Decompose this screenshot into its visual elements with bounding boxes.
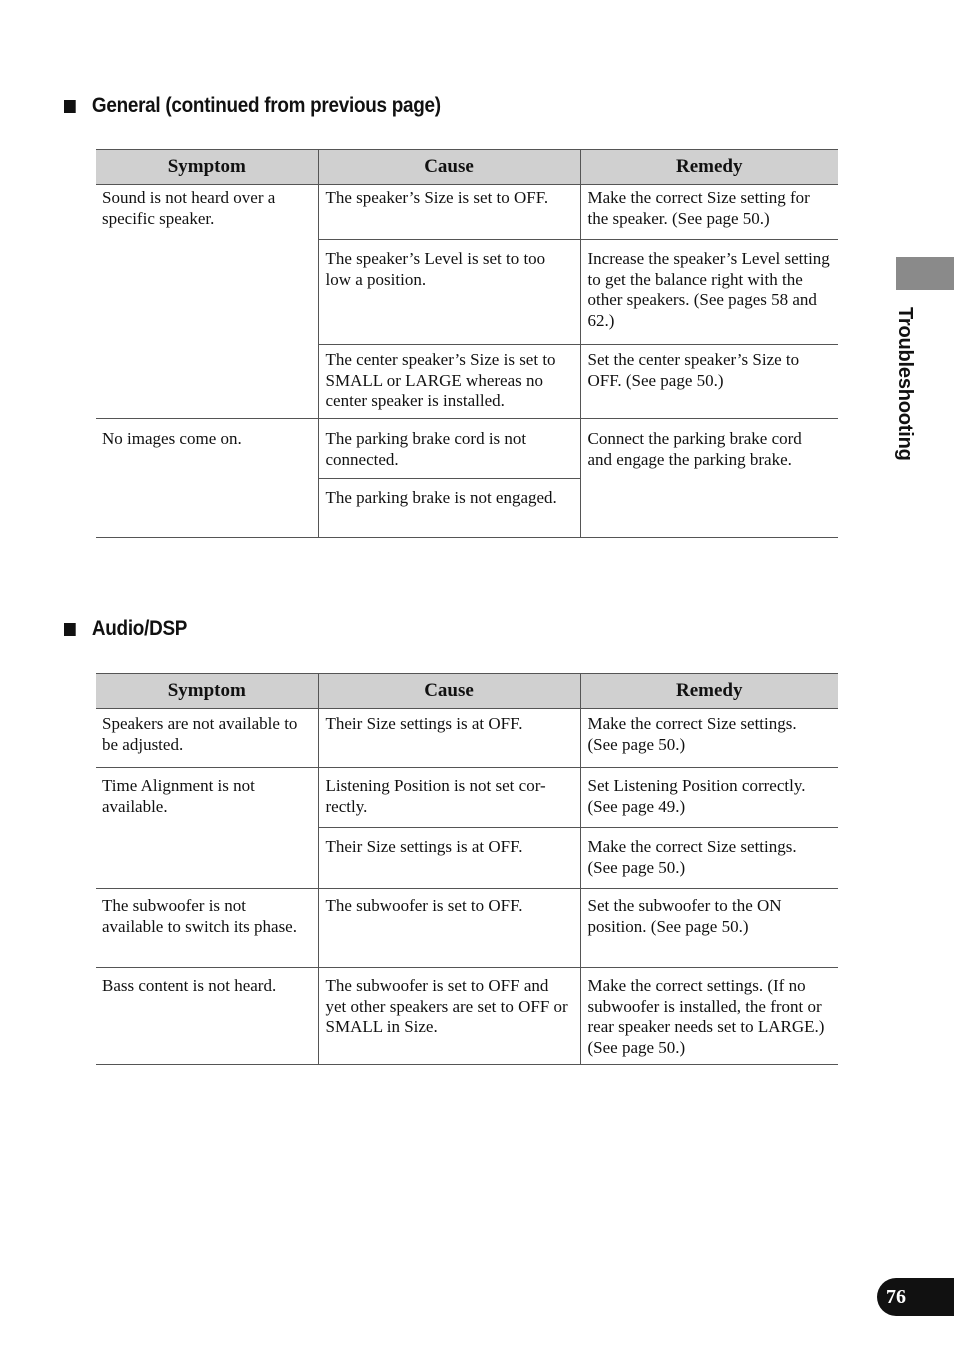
cause-cell: Listening Position is not set cor-rectly. [318,768,580,828]
remedy-cell: Make the correct settings. (If no subwoofer is installed, the front or rear speaker needs set to LARGE.) (See page 50.) [580,968,838,1065]
header-cause: Cause [318,674,580,709]
table-row [96,419,838,479]
remedy-cell: Make the correct Size setting for the speaker. (See page 50.) [580,185,838,240]
remedy-cell: Set Listening Position correctly. (See page 49.) [580,768,838,828]
square-bullet-icon [64,623,76,636]
section-title: General (continued from previous page) [91,94,441,117]
cause-cell: The center speaker’s Size is set to SMALL or LARGE whereas no center speaker is installed. [318,345,580,419]
cause-cell: Their Size settings is at OFF. [318,828,580,889]
remedy-cell: Make the correct Size settings. (See page 50.) [580,709,838,768]
section-title: Audio/DSP [91,617,188,640]
symptom-cell: Time Alignment is not available. [96,768,318,889]
table-row [96,889,838,968]
table-row [96,709,838,768]
symptom-cell: Sound is not heard over a specific speaker. [96,185,318,419]
header-symptom: Symptom [96,674,318,709]
header-remedy: Remedy [580,150,838,185]
symptom-cell: The subwoofer is not available to switch its phase. [96,889,318,968]
cause-cell: The speaker’s Level is set to too low a position. [318,240,580,345]
side-tab-label: Troubleshooting [894,307,916,461]
header-remedy: Remedy [580,674,838,709]
page-number: 76 [886,1285,906,1308]
table-header-row [96,150,838,185]
header-cause: Cause [318,150,580,185]
symptom-cell: No images come on. [96,419,318,538]
remedy-cell: Set the center speaker’s Size to OFF. (See page 50.) [580,345,838,419]
table-row [96,968,838,1065]
table-row [96,185,838,240]
cause-cell: The subwoofer is set to OFF. [318,889,580,968]
symptom-cell: Bass content is not heard. [96,968,318,1065]
cause-cell: The parking brake cord is not connected. [318,419,580,479]
symptom-cell: Speakers are not available to be adjusted. [96,709,318,768]
cause-cell: The subwoofer is set to OFF and yet other speakers are set to OFF or SMALL in Size. [318,968,580,1065]
remedy-cell: Increase the speaker’s Level setting to get the balance right with the other speakers. (See pages 58 and 62.) [580,240,838,345]
audio-dsp-troubleshooting-table [96,673,838,1065]
cause-cell: The parking brake is not engaged. [318,479,580,538]
square-bullet-icon [64,100,76,113]
header-symptom: Symptom [96,150,318,185]
page-number-badge [877,1278,954,1316]
general-troubleshooting-table [96,149,838,538]
remedy-cell: Connect the parking brake cord and engage the parking brake. [580,419,838,538]
section-heading-audio-dsp [64,617,187,641]
cause-cell: The speaker’s Size is set to OFF. [318,185,580,240]
side-tab-marker [896,257,954,290]
remedy-cell: Make the correct Size settings. (See page 50.) [580,828,838,889]
cause-cell: Their Size settings is at OFF. [318,709,580,768]
section-heading-general [64,94,441,118]
table-header-row [96,674,838,709]
remedy-cell: Set the subwoofer to the ON position. (See page 50.) [580,889,838,968]
table-row [96,768,838,828]
